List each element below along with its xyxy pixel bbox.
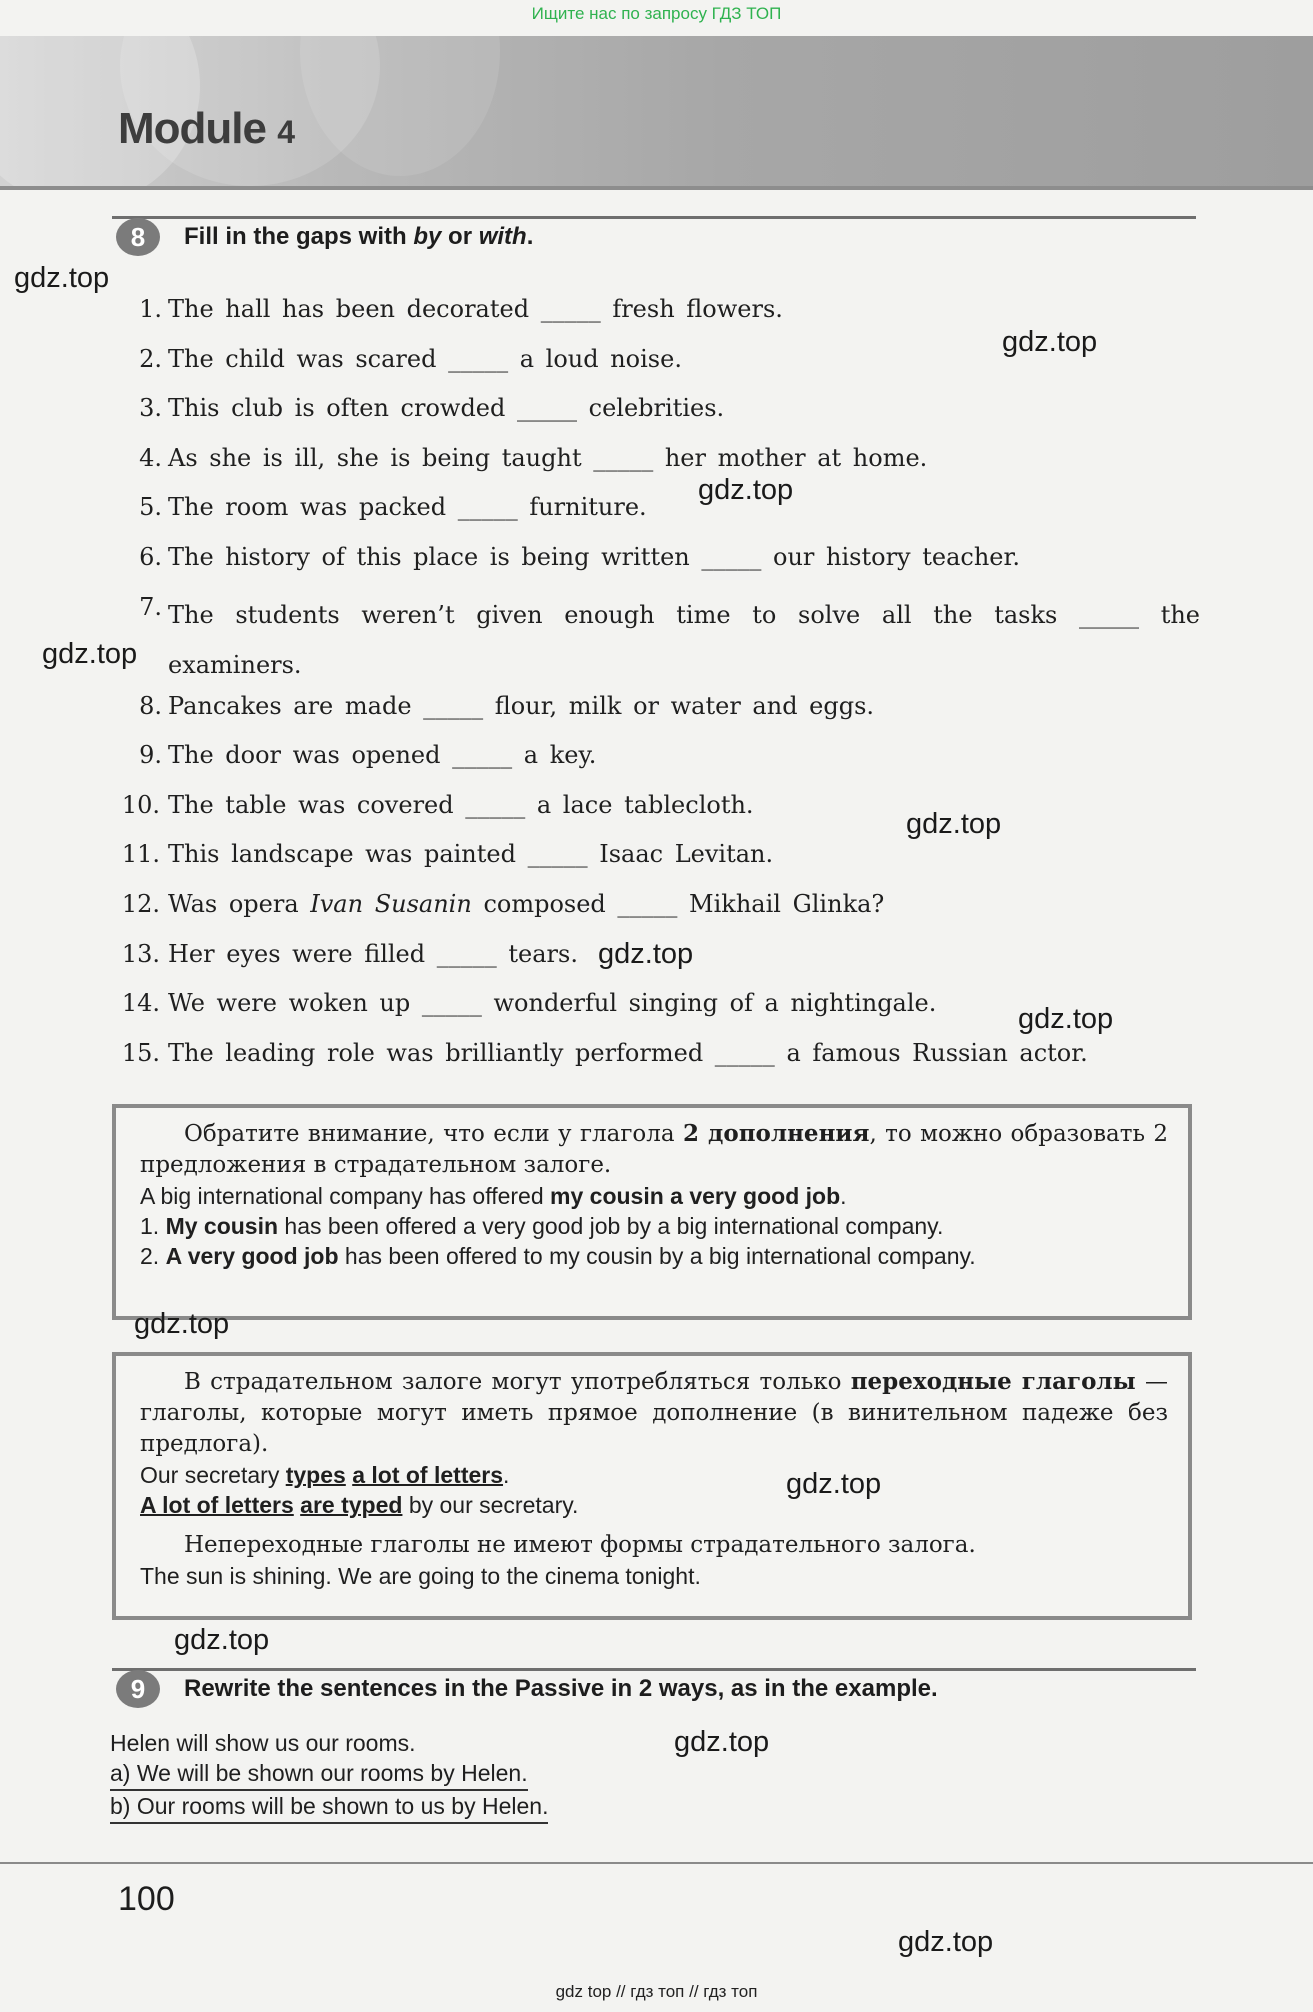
- header-divider: [0, 186, 1313, 190]
- exercise-9-example: [110, 1728, 548, 1824]
- item-text: The hall has been decorated _____ fresh flowers.: [168, 295, 783, 323]
- item-text: This landscape was painted _____ Isaac Levitan.: [168, 840, 774, 869]
- item-number: 15.: [121, 1038, 160, 1067]
- watermark: gdz.top: [42, 638, 138, 670]
- note-text: В страдательном залоге могут употребляться только: [184, 1369, 851, 1395]
- note-text: 1.: [140, 1213, 166, 1239]
- list-item: [130, 689, 1200, 739]
- instruction-word-by: by: [413, 223, 442, 250]
- instruction-text: Fill in the gaps with: [184, 223, 414, 250]
- item-number: 10.: [121, 790, 160, 819]
- item-number: 13.: [121, 939, 160, 968]
- exercise-number-badge: 9: [116, 1670, 160, 1708]
- list-item: [121, 1036, 1200, 1086]
- item-number: 11.: [121, 840, 160, 869]
- list-item: [130, 590, 1200, 689]
- item-number: 5.: [139, 493, 162, 522]
- note-text: 2.: [140, 1243, 166, 1269]
- item-text: The table was covered _____ a lace tablecloth.: [168, 790, 754, 819]
- footer-links: gdz top // гдз топ // гдз топ: [555, 1982, 758, 2001]
- exercise-number-badge: 8: [116, 218, 160, 256]
- search-hint: Ищите нас по запросу ГДЗ ТОП: [531, 4, 782, 23]
- item-text: Pancakes are made _____ flour, milk or water and eggs.: [168, 691, 875, 720]
- note-text: has been offered to my cousin by a big international company.: [338, 1243, 976, 1269]
- example-answer-b: b) Our rooms will be shown to us by Helen.: [110, 1791, 548, 1824]
- watermark: gdz.top: [1018, 1003, 1114, 1035]
- note-text: by our secretary.: [402, 1492, 579, 1518]
- opera-title: Ivan Susanin: [310, 889, 472, 918]
- item-number: 9.: [139, 741, 162, 770]
- note-text: .: [840, 1183, 847, 1209]
- note-text: Our secretary: [140, 1462, 286, 1488]
- item-number: 12.: [121, 889, 160, 918]
- watermark: gdz.top: [134, 1308, 230, 1340]
- item-text: We were woken up _____ wonderful singing of a nightingale.: [168, 989, 937, 1018]
- item-text: The room was packed _____ furniture.: [168, 493, 647, 522]
- item-number: 14.: [121, 989, 160, 1018]
- note-text: , то можно образовать 2 предложения в страдательном залоге.: [140, 1121, 1168, 1178]
- note-verb: are typed: [300, 1492, 403, 1518]
- exercise-instruction: [184, 223, 533, 251]
- note-text: .: [503, 1462, 510, 1488]
- note-text: A big international company has offered: [140, 1183, 551, 1209]
- watermark: gdz.top: [598, 938, 694, 970]
- note-emphasis: переходные глаголы: [850, 1368, 1136, 1395]
- item-number: 1.: [139, 295, 162, 323]
- item-text-part: Was opera: [168, 889, 311, 918]
- note-emphasis: my cousin a very good job: [550, 1183, 841, 1209]
- item-number: 4.: [139, 443, 162, 472]
- note-rule-text: [140, 1366, 1168, 1460]
- instruction-word-with: with: [478, 223, 527, 250]
- item-text: The door was opened _____ a key.: [168, 741, 597, 770]
- note-emphasis: A very good job: [165, 1243, 339, 1269]
- module-title: [118, 104, 294, 154]
- grammar-note-double-object: [112, 1104, 1192, 1320]
- item-text-part: composed _____ Mikhail Glinka?: [471, 889, 885, 918]
- instruction-text: or: [441, 223, 479, 250]
- item-text: As she is ill, she is being taught _____ her mother at home.: [168, 443, 928, 472]
- note-example: The sun is shining. We are going to the cinema tonight.: [140, 1563, 701, 1589]
- example-answer-a: a) We will be shown our rooms by Helen.: [110, 1758, 528, 1791]
- note-verb: types: [285, 1462, 346, 1488]
- watermark: gdz.top: [1002, 326, 1098, 358]
- note-object: a lot of letters: [352, 1462, 504, 1488]
- exercise-8-heading: [116, 218, 533, 256]
- note-example: [140, 1460, 1168, 1490]
- list-item: [121, 837, 1200, 887]
- watermark: gdz.top: [674, 1726, 770, 1758]
- list-item: [130, 441, 1200, 491]
- list-item: [130, 540, 1200, 590]
- note-text: has been offered a very good job by a big international company.: [278, 1213, 944, 1239]
- item-text: [168, 890, 884, 918]
- module-word: Module: [118, 104, 266, 153]
- list-item: [121, 887, 1200, 937]
- note-rule-text: [140, 1118, 1168, 1181]
- note-text: — глаголы, которые могут иметь прямое дополнение (в винительном падеже без предлога).: [140, 1369, 1168, 1457]
- note-emphasis: My cousin: [165, 1213, 279, 1239]
- watermark: gdz.top: [898, 1926, 994, 1958]
- note-example: [140, 1241, 1168, 1271]
- watermark: gdz.top: [906, 808, 1002, 840]
- grammar-note-transitive: [112, 1352, 1192, 1620]
- page-number: 100: [118, 1880, 175, 1918]
- watermark: gdz.top: [698, 474, 794, 506]
- exercise-9-heading: [116, 1670, 938, 1708]
- note-rule-text: Непереходные глаголы не имеют формы страдательного залога.: [184, 1532, 976, 1558]
- watermark: gdz.top: [14, 262, 110, 294]
- item-number: 8.: [139, 691, 162, 720]
- item-text: The students weren’t given enough time to solve all the tasks _____ the examiners.: [168, 600, 1200, 679]
- note-subject: A lot of letters: [140, 1492, 294, 1518]
- list-item: [121, 788, 1200, 838]
- watermark: gdz.top: [786, 1468, 882, 1500]
- instruction-text: .: [526, 223, 534, 250]
- note-emphasis: 2 дополнения: [682, 1120, 870, 1147]
- item-number: 7.: [139, 592, 162, 621]
- item-text: The leading role was brilliantly performed _____ a famous Russian actor.: [168, 1038, 1088, 1067]
- page-footer-divider: [0, 1862, 1313, 1864]
- list-item: [130, 738, 1200, 788]
- item-number: 6.: [139, 542, 162, 571]
- note-example: [140, 1181, 1168, 1211]
- list-item: [130, 391, 1200, 441]
- item-number: 2.: [139, 344, 162, 373]
- list-item: [130, 490, 1200, 540]
- watermark: gdz.top: [174, 1624, 270, 1656]
- item-text: Her eyes were filled _____ tears.: [168, 939, 578, 968]
- exercise-instruction: Rewrite the sentences in the Passive in 2 ways, as in the example.: [184, 1675, 938, 1702]
- item-number: 3.: [139, 394, 162, 423]
- note-example: [140, 1490, 1168, 1520]
- item-text: The history of this place is being written _____ our history teacher.: [168, 542, 1020, 571]
- module-number: 4: [277, 114, 295, 150]
- note-example: [140, 1211, 1168, 1241]
- example-sentence: Helen will show us our rooms.: [110, 1730, 416, 1756]
- note-text: Обратите внимание, что если у глагола: [184, 1121, 683, 1147]
- item-text: This club is often crowded _____ celebrities.: [168, 394, 725, 423]
- item-text: The child was scared _____ a loud noise.: [168, 344, 682, 373]
